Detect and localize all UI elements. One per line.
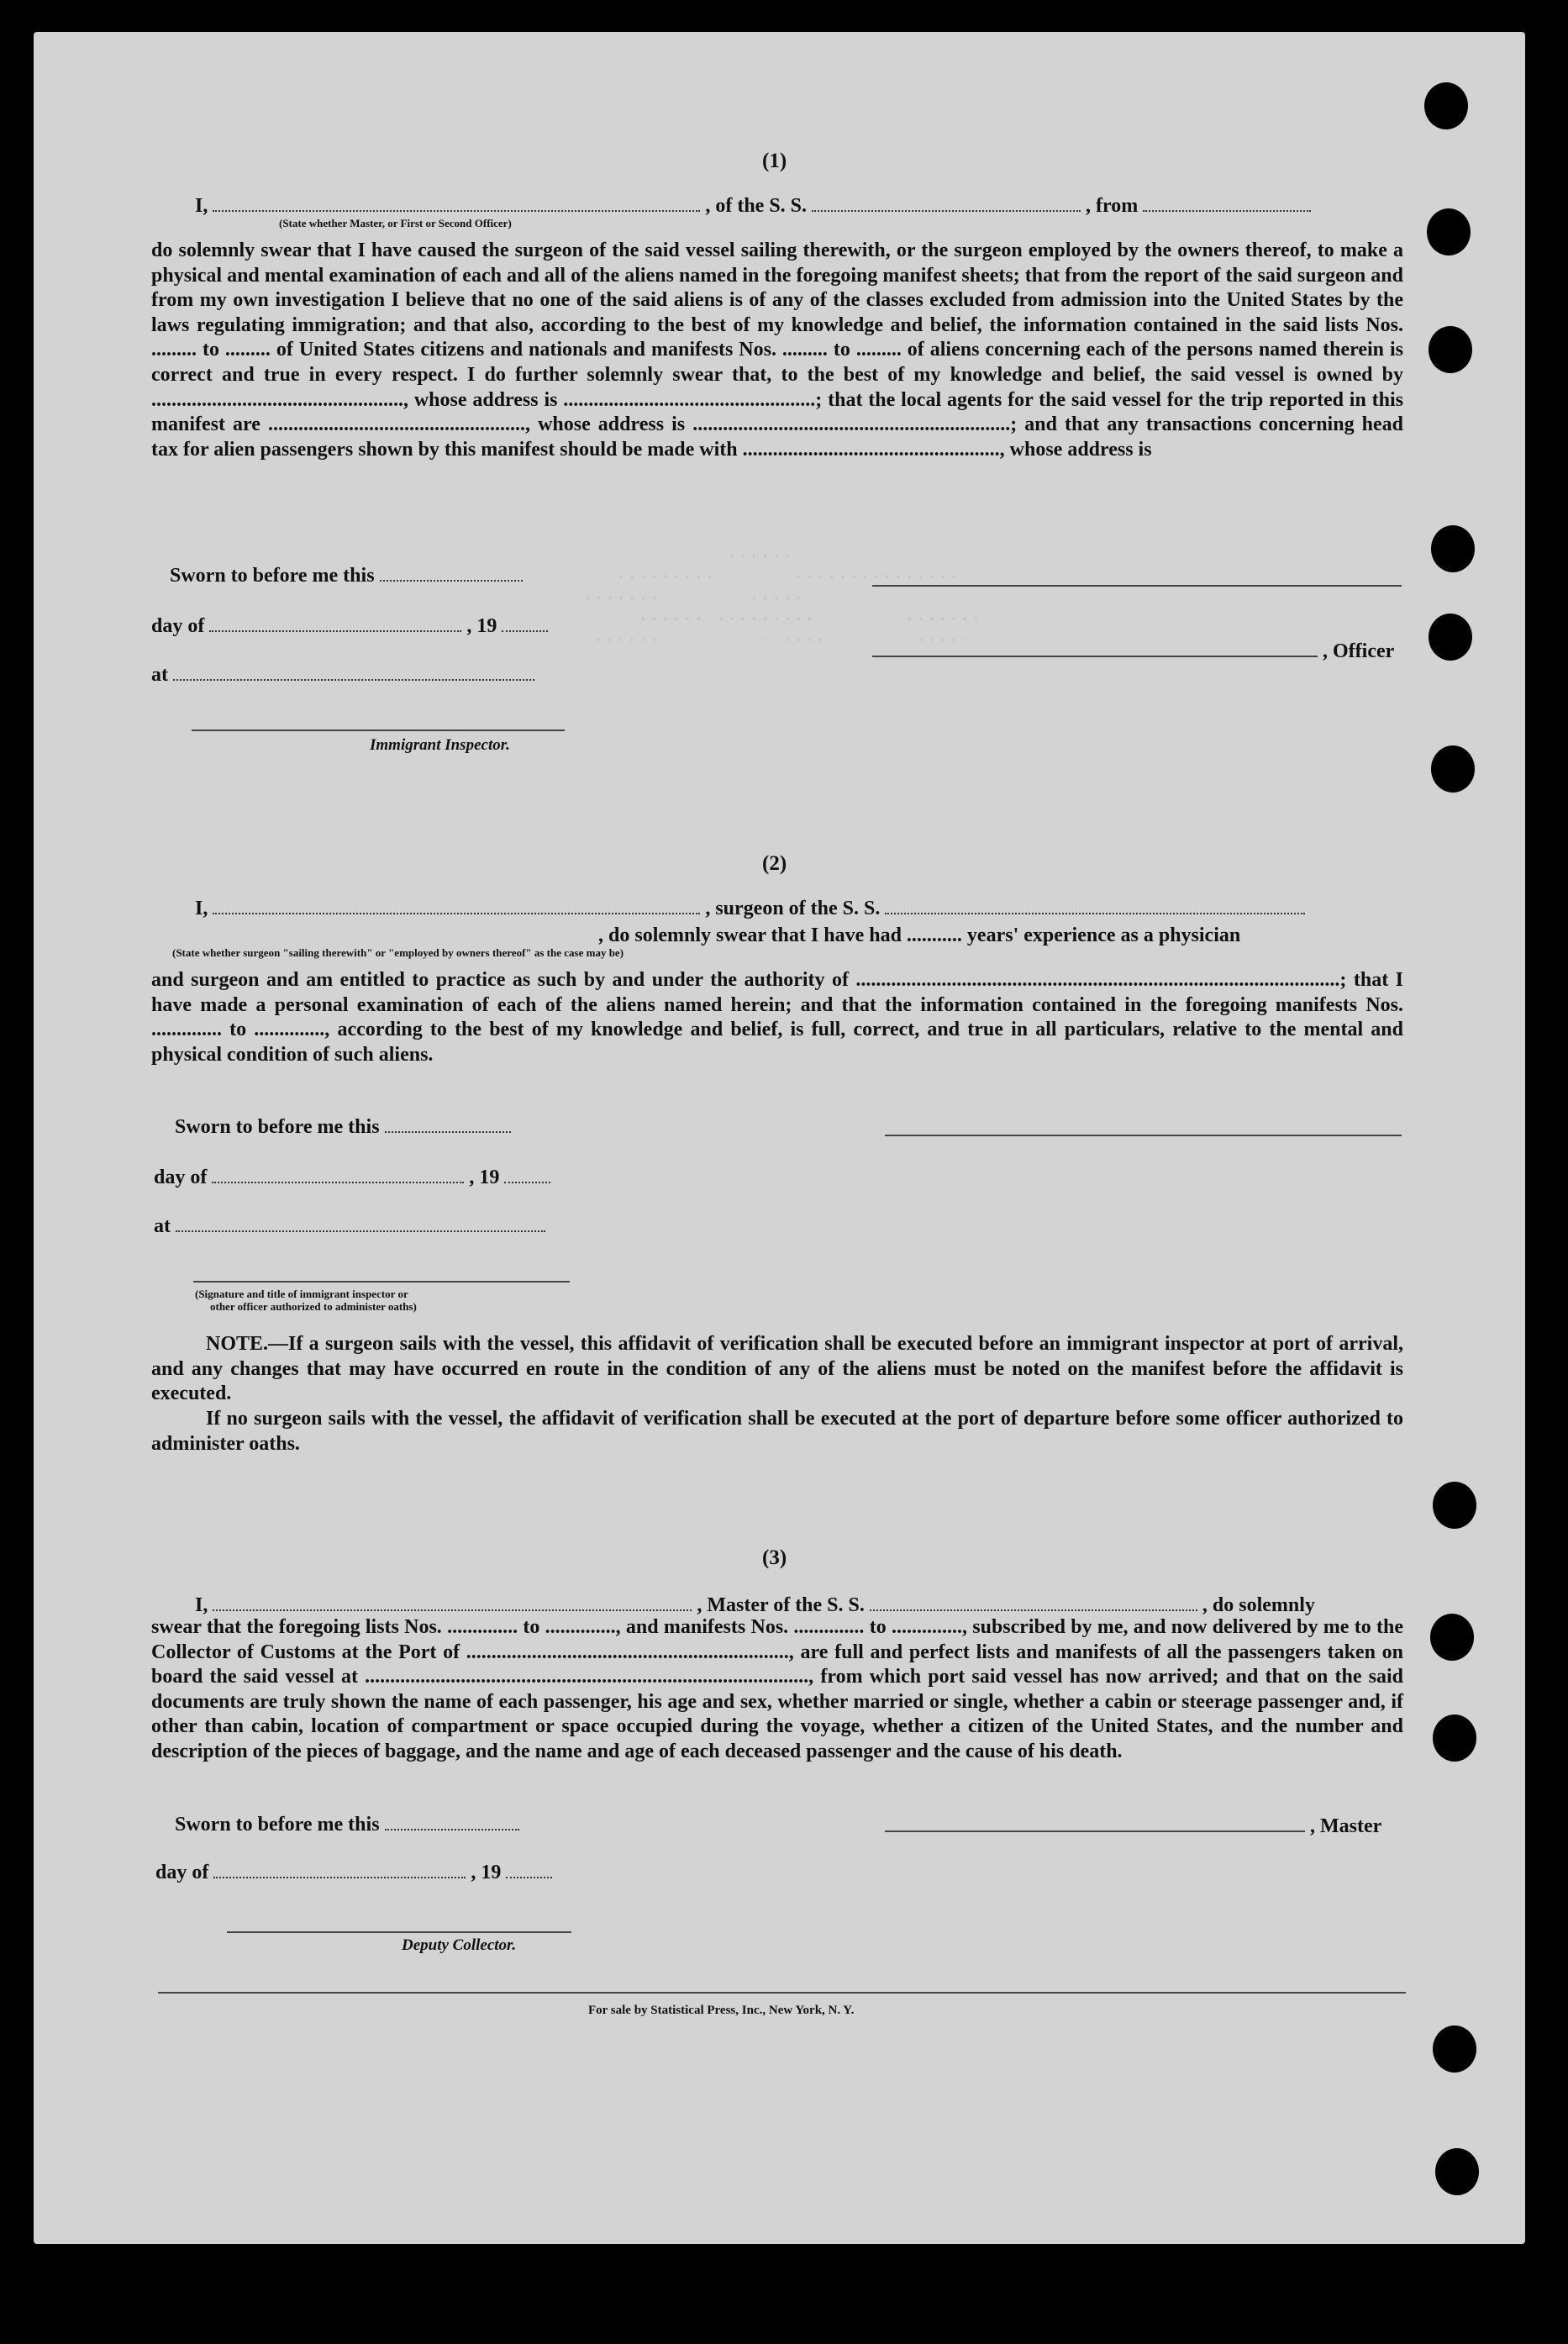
section-2-signature-note-2: other officer authorized to administer oaths): [210, 1300, 417, 1313]
section-2-signature-note-1: (Signature and title of immigrant inspector or: [195, 1288, 408, 1300]
section-2-day-line: [154, 1167, 550, 1189]
section-1-from-label: , from: [1086, 195, 1139, 217]
section-2-surgeon-label: , surgeon of the S. S.: [705, 898, 881, 919]
bleed-through-text: ...... ......... ............... ....... ..... ...... ......... ....... ...... ...... .....: [581, 542, 982, 647]
section-2-note-body: —If a surgeon sails with the vessel, this affidavit of verification shall be executed before an immigrant inspector at port of arrival, and any changes that may have occurred en route in the condition of any of the aliens must be noted on the manifest before the affidavit is executed.: [151, 1333, 1403, 1405]
section-3-sworn-label: Sworn to before me this: [175, 1814, 380, 1836]
section-2-inspector-line: [193, 1281, 570, 1283]
section-1-i: I,: [195, 195, 208, 217]
section-3-sworn-line: [175, 1814, 519, 1836]
section-1-inspector-label: Immigrant Inspector.: [370, 736, 510, 754]
section-1-officer-label: , Officer: [1323, 640, 1395, 662]
section-1-year-label: , 19: [466, 615, 497, 637]
punch-hole: [1433, 1715, 1476, 1762]
section-3-opening-line: [195, 1594, 1315, 1617]
section-2-sworn-line: [175, 1116, 511, 1139]
section-1-day-label: day of: [151, 615, 205, 637]
section-3-master-line: [885, 1815, 1381, 1838]
section-3-day-label: day of: [155, 1862, 209, 1883]
section-3-master-label: , Master of the S. S.: [697, 1594, 865, 1616]
punch-hole: [1435, 2148, 1479, 2195]
section-2-experience-line: , do solemnly swear that I have had ........... years' experience as a physician: [598, 924, 1241, 946]
section-2-opening-line: [195, 898, 1305, 920]
section-3-master-sign-label: , Master: [1310, 1815, 1382, 1837]
punch-hole: [1424, 82, 1468, 129]
section-2-oath-text: and surgeon and am entitled to practice as such by and under the authority of ................................................................................................; that I have made a personal examination of each of the aliens named herein; and that the information contained in the foregoing manifests Nos. .............. to .............., according to the best of my knowledge and belief, is full, correct, and true in all particulars, relative to the mental and physical condition of such aliens.: [151, 969, 1403, 1066]
section-1-officer-note: (State whether Master, or First or Second Officer): [279, 217, 512, 229]
section-1-signature-line: [872, 585, 1402, 587]
section-2-day-label: day of: [154, 1167, 208, 1188]
section-2-number: (2): [762, 852, 787, 875]
section-3-day-line: [155, 1862, 552, 1884]
section-2-note-2: If no surgeon sails with the vessel, the affidavit of verification shall be executed at the port of departure before some officer authorized to administer oaths.: [151, 1408, 1403, 1455]
section-3-collector-line: [227, 1931, 571, 1933]
punch-hole: [1427, 208, 1471, 255]
punch-hole: [1431, 745, 1475, 793]
section-2-at-label: at: [154, 1215, 171, 1237]
section-2-at-line: [154, 1215, 545, 1238]
section-3-i: I,: [195, 1594, 208, 1616]
section-1-at-line: [151, 664, 534, 687]
section-1-sworn-line: [170, 565, 523, 587]
punch-hole: [1431, 525, 1475, 572]
section-3-number: (3): [762, 1546, 787, 1569]
punch-hole: [1430, 1614, 1474, 1661]
section-3-year-label: , 19: [471, 1862, 502, 1883]
punch-hole: [1429, 614, 1472, 661]
section-2-signature-line: [885, 1135, 1402, 1136]
section-2-i: I,: [195, 898, 208, 919]
section-1-vessel-label: , of the S. S.: [705, 195, 808, 217]
section-3-solemnly-label: , do solemnly: [1202, 1594, 1315, 1616]
section-2-surgeon-note: (State whether surgeon "sailing therewith" or "employed by owners thereof" as the case may be): [172, 946, 624, 959]
footer-rule: [158, 1992, 1406, 1994]
punch-hole: [1433, 1482, 1476, 1529]
printer-credit: For sale by Statistical Press, Inc., New York, N. Y.: [588, 2004, 855, 2017]
section-1-day-line: [151, 615, 548, 638]
section-1-oath-text: do solemnly swear that I have caused the surgeon of the said vessel sailing therewith, or the surgeon employed by the owners thereof, to make a physical and mental examination of each and all of the aliens named in the foregoing manifest sheets; that from the report of the said surgeon and from my own investigation I believe that no one of the said aliens is of any of the classes excluded from admission into the United States by the laws regulating immigration; and that also, according to the best of my knowledge and belief, the information contained in the said lists Nos. ......... to ......... of United States citizens and nationals and manifests Nos. ......... to ......... of aliens concerning each of the persons named therein is correct and true in every respect. I do further solemnly swear that, to the best of my knowledge and belief, the said vessel is owned by .................................................., whose address is ..................................................; that the local agents for the said vessel for the trip reported in this manifest are ..................................................., whose address is ...............................................................; and that any transactions concerning head tax for alien passengers shown by this manifest should be made with ..................................................., whose address is: [151, 240, 1403, 461]
section-1-sworn-label: Sworn to before me this: [170, 565, 375, 587]
section-3-collector-label: Deputy Collector.: [402, 1936, 517, 1954]
section-1-officer-line: [872, 640, 1394, 663]
punch-hole: [1433, 2025, 1476, 2073]
section-2-note: [151, 1332, 1403, 1407]
section-2-sworn-label: Sworn to before me this: [175, 1116, 380, 1138]
punch-hole: [1429, 326, 1472, 373]
section-3-oath-text: swear that the foregoing lists Nos. .............. to .............., and manifests Nos. .............. to .............., subscribed by me, and now delivered by me to the Collector of Customs at the Port of ................................................................, are full and perfect lists and manifests of all the passengers taken on board the said vessel at ........................................................................................, from which port said vessel has now arrived; and that on the said documents are truly shown the name of each passenger, his age and sex, whether married or single, whether a cabin or steerage passenger and, if other than cabin, location of compartment or space occupied during the voyage, whether a citizen of the United States, and the number and description of the pieces of baggage, and the name and age of each deceased passenger and the cause of his death.: [151, 1616, 1403, 1762]
section-1-inspector-line: [192, 730, 565, 731]
section-1-number: (1): [762, 150, 787, 172]
section-1-at-label: at: [151, 664, 168, 686]
section-1-opening-line: [195, 195, 1311, 218]
section-2-year-label: , 19: [469, 1167, 500, 1188]
section-2-note-lead: NOTE.: [206, 1333, 269, 1355]
